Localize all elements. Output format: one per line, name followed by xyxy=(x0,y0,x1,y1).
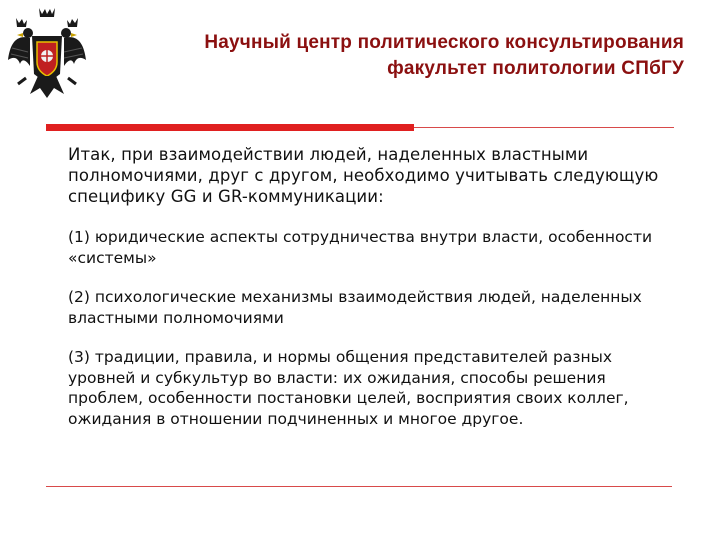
slide-header xyxy=(84,30,684,82)
header-line-2: факультет политологии СПбГУ xyxy=(387,58,684,79)
list-item: (3) традиции, правила, и нормы общения представителей разных уровней и субкультур во власти: их ожидания, способы решения проблем, особенности постановки целей, восприятия своих коллег, ожидания в отношении подчиненных и многое другое. xyxy=(68,348,629,428)
top-divider-thin xyxy=(414,127,674,128)
list-item: (2) психологические механизмы взаимодействия людей, наделенных властными полномочиями xyxy=(68,288,642,327)
list-item: (1) юридические аспекты сотрудничества внутри власти, особенности «системы» xyxy=(68,228,653,267)
top-divider-thick xyxy=(46,124,414,131)
double-headed-eagle-icon xyxy=(6,4,88,100)
bottom-divider xyxy=(46,486,672,487)
header-line-1: Научный центр политического консультирования xyxy=(204,32,684,53)
slide-body xyxy=(68,144,678,448)
top-divider xyxy=(46,122,674,132)
intro-paragraph: Итак, при взаимодействии людей, наделенных властными полномочиями, друг с другом, необходимо учитывать следующую специфику GG и GR-коммуникации: xyxy=(68,145,659,206)
